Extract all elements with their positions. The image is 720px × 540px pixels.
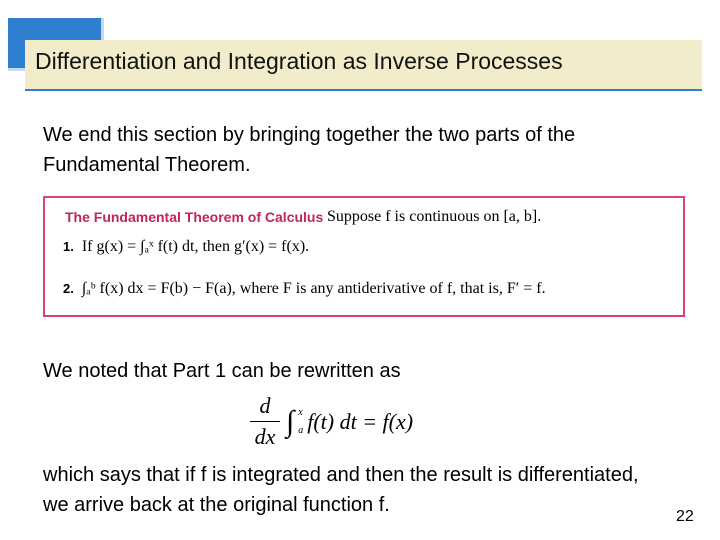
lower-limit: a (298, 424, 304, 436)
derivative-denominator: dx (254, 424, 276, 449)
integral-sign: ∫ (286, 404, 295, 438)
conclusion-text: which says that if f is integrated and then the result is differentiated, we arrive back at the original function f. (43, 464, 639, 516)
part-1-text: If g(x) = ∫ₐˣ f(t) dt, then g′(x) = f(x). (81, 238, 310, 255)
fraction-bar (250, 421, 280, 422)
integral-limits (298, 404, 303, 440)
derivative-numerator: d (259, 393, 271, 418)
upper-limit: x (298, 406, 303, 418)
theorem-part-2 (63, 280, 546, 298)
theorem-box (43, 196, 685, 317)
derivative-operator (250, 393, 280, 450)
part-2-number: 2. (63, 281, 74, 296)
theorem-hypothesis: Suppose f is continuous on [a, b]. (327, 208, 542, 225)
page-number: 22 (676, 508, 694, 525)
noted-text: We noted that Part 1 can be rewritten as (43, 360, 401, 382)
formula-body: f(t) dt = f(x) (307, 408, 414, 434)
part-2-text: ∫ₐᵇ f(x) dx = F(b) − F(a), where F is any antiderivative of f, that is, F′ = f. (81, 280, 546, 297)
derivative-of-integral-formula (250, 393, 413, 450)
part-1-number: 1. (63, 239, 74, 254)
theorem-title: The Fundamental Theorem of Calculus (65, 209, 324, 225)
theorem-part-1 (63, 238, 309, 256)
slide-title: Differentiation and Integration as Inverse Processes (35, 48, 563, 74)
intro-text: We end this section by bringing together the two parts of the Fundamental Theorem. (43, 124, 576, 176)
